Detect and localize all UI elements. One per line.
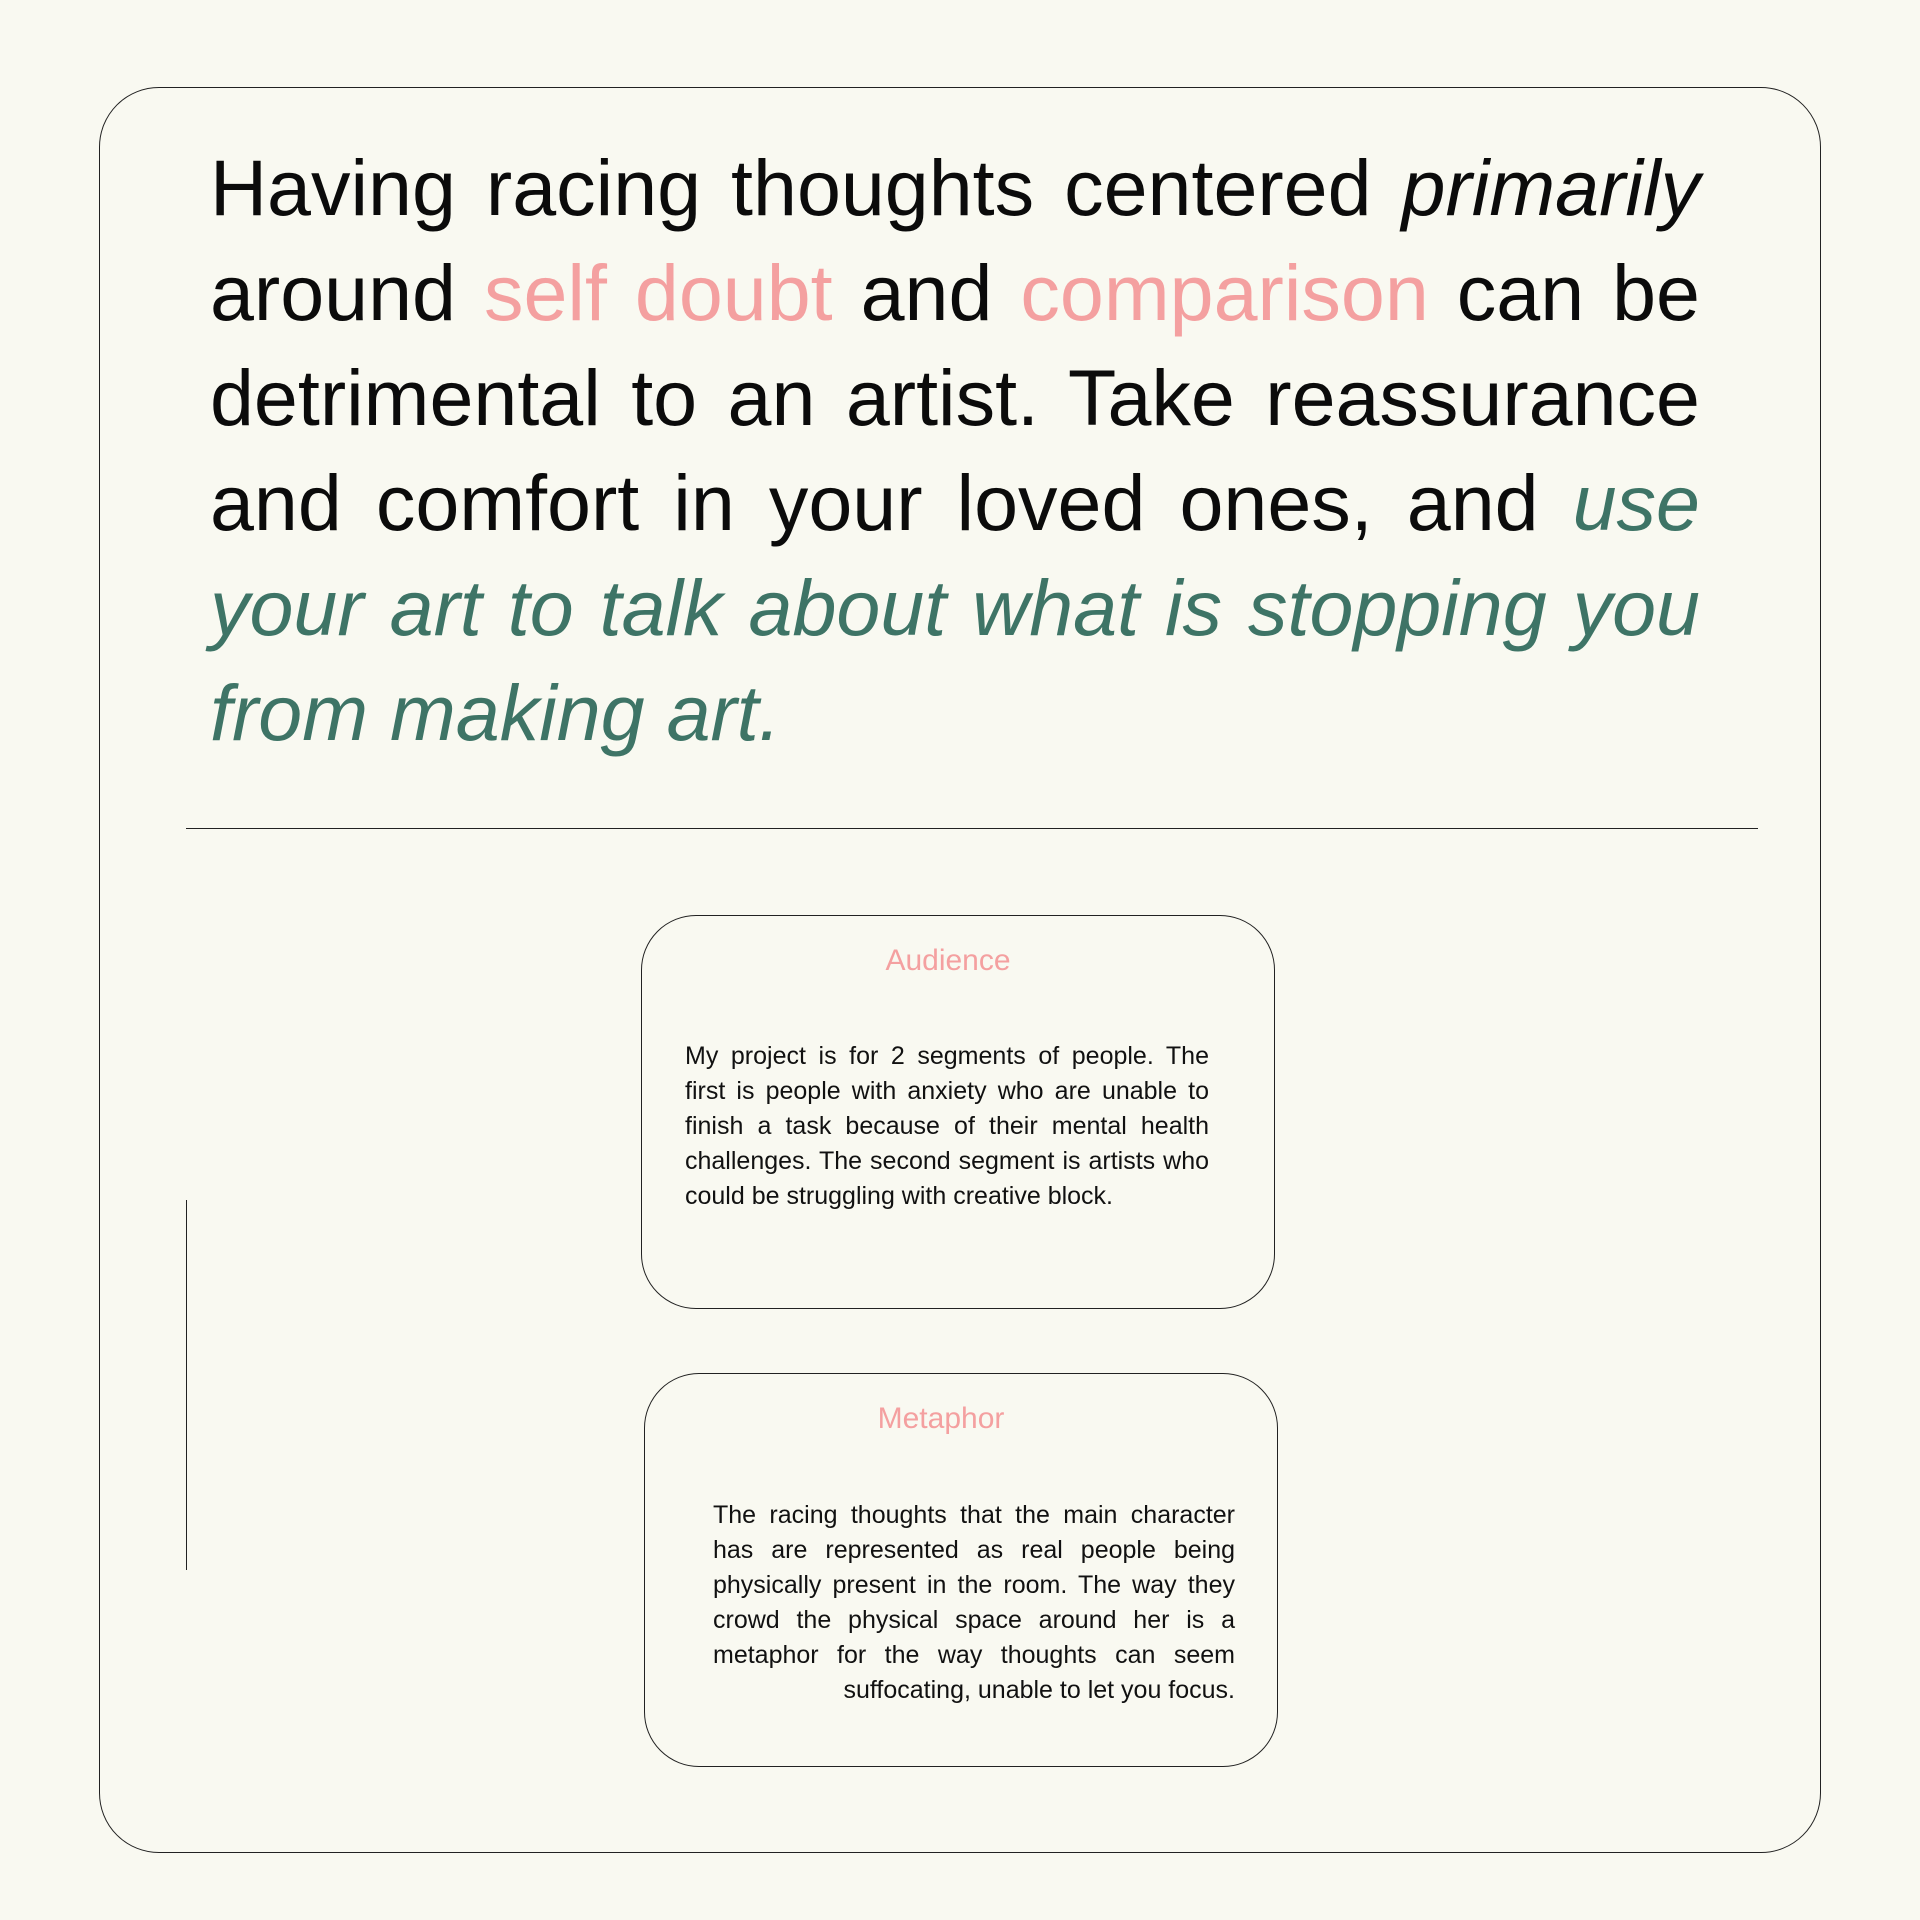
headline-text-4: can be detrimental to an artist. Take reassurance and comfort in your loved ones, and: [210, 248, 1700, 547]
headline-text-2: around: [210, 248, 484, 337]
section-divider: [186, 828, 1758, 829]
headline-text-3: and: [832, 248, 1021, 337]
metaphor-card: [644, 1373, 1278, 1767]
highlight-self-doubt: self doubt: [483, 248, 833, 337]
headline-italic-word: primarily: [1401, 143, 1700, 232]
audience-card: [641, 915, 1275, 1309]
headline-green-phrase: use your art to talk about what is stopping you from making art.: [210, 458, 1700, 757]
highlight-comparison: comparison: [1020, 248, 1429, 337]
headline-text-1: Having racing thoughts centered: [210, 143, 1402, 232]
audience-title: Audience: [885, 944, 1011, 977]
side-vertical-line: [186, 1200, 187, 1570]
audience-body: My project is for 2 segments of people. The first is people with anxiety who are unable to finish a task because of their mental health challenges. The second segment is artists who could be struggling with creative block.: [685, 1042, 1209, 1210]
metaphor-body: The racing thoughts that the main character has are represented as real people being physically present in the room. The way they crowd the physical space around her is a metaphor for the way thoughts can seem suffocating, unable to let you focus.: [713, 1501, 1235, 1704]
headline-statement: [210, 135, 1700, 765]
metaphor-title: Metaphor: [877, 1402, 1005, 1435]
